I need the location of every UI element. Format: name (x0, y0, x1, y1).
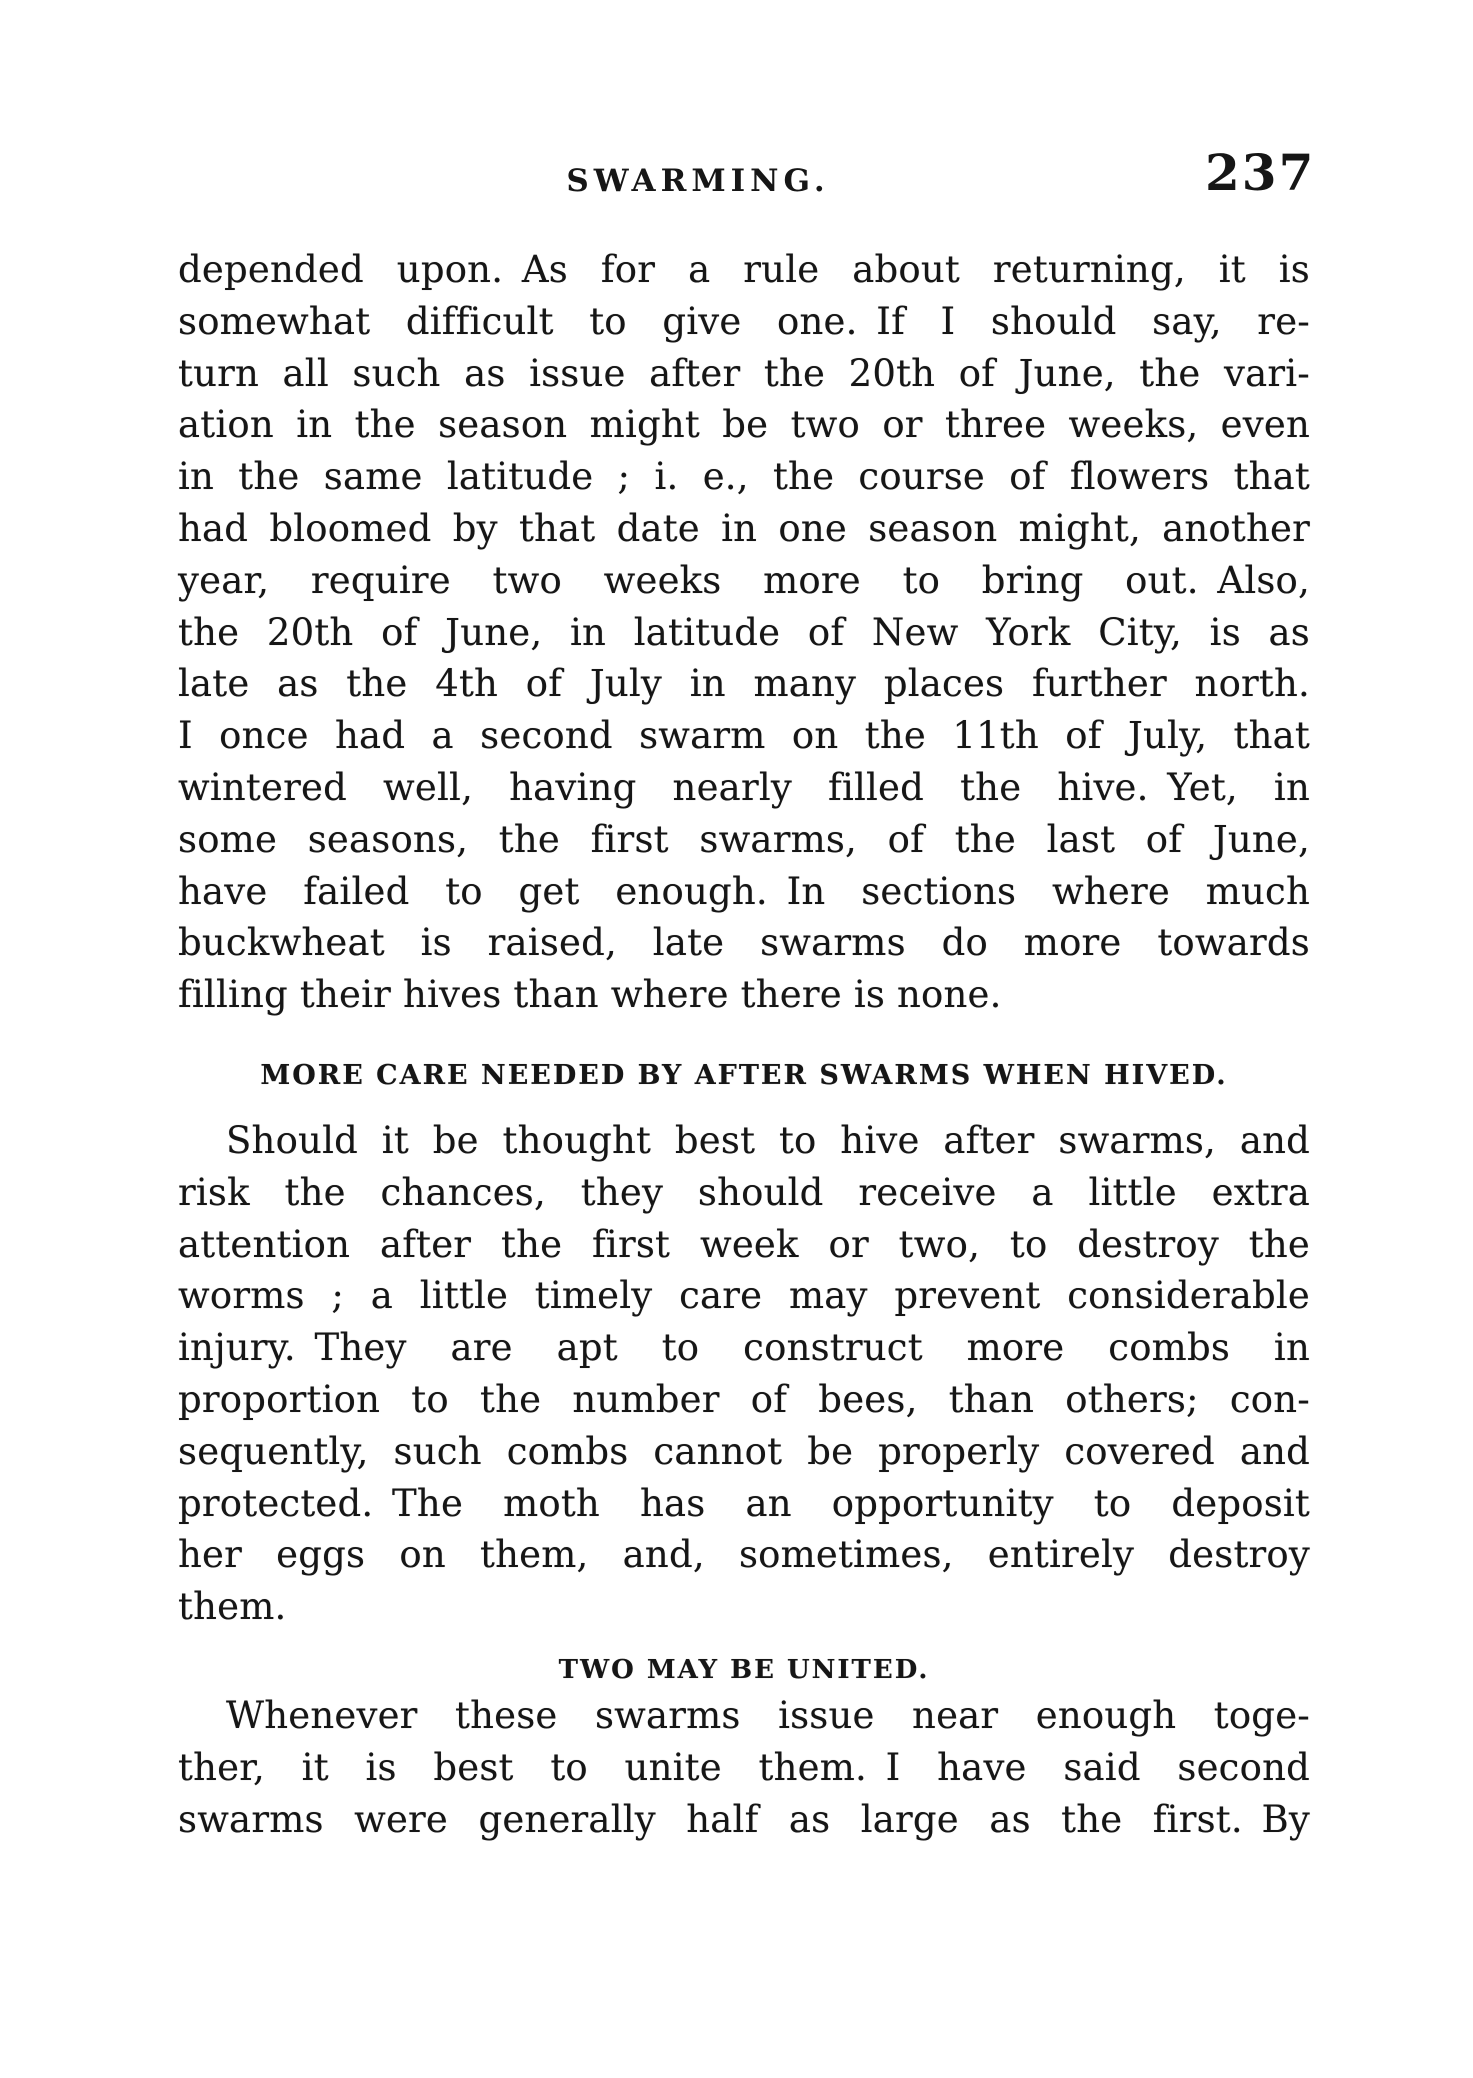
text-line: I once had a second swarm on the 11th of July, that (178, 714, 1310, 758)
text-line: had bloomed by that date in one season might, another (178, 506, 1310, 550)
paragraph-united (178, 1690, 1310, 1845)
running-title: SWARMING. (566, 163, 830, 199)
text-line: depended upon. As for a rule about returning, it is (178, 248, 1310, 291)
text-line: turn all such as issue after the 20th of June, the vari- (178, 351, 1310, 395)
text-line: Should it be thought best to hive after swarms, and (226, 1119, 1310, 1162)
text-line: ther, it is best to unite them. I have said second (178, 1745, 1310, 1789)
text-line: the 20th of June, in latitude of New York City, is as (178, 610, 1310, 654)
paragraph-after-swarms (178, 1115, 1310, 1633)
text-line: wintered well, having nearly filled the hive. Yet, in (178, 765, 1310, 809)
text-line: have failed to get enough. In sections where much (178, 869, 1310, 913)
text-line: year, require two weeks more to bring out. Also, (178, 558, 1310, 602)
text-line: protected. The moth has an opportunity to deposit (178, 1481, 1310, 1525)
text-line: sequently, such combs cannot be properly covered and (178, 1429, 1310, 1473)
section-heading: MORE CARE NEEDED BY AFTER SWARMS WHEN HIVED. (260, 1060, 1228, 1091)
text-line: ation in the season might be two or three weeks, even (178, 403, 1310, 447)
text-line: filling their hives than where there is none. (178, 973, 1002, 1017)
section-heading: TWO MAY BE UNITED. (558, 1655, 930, 1685)
text-line: risk the chances, they should receive a little extra (178, 1170, 1310, 1214)
text-line: attention after the first week or two, to destroy the (178, 1222, 1310, 1266)
text-line: worms ; a little timely care may prevent considerable (178, 1274, 1310, 1318)
text-line: somewhat difficult to give one. If I should say, re- (178, 299, 1310, 343)
text-line: late as the 4th of July in many places further north. (178, 662, 1310, 706)
page-number: 237 (1205, 143, 1316, 202)
text-line: in the same latitude ; i. e., the course of flowers that (178, 455, 1310, 499)
text-line: proportion to the number of bees, than others; con- (178, 1377, 1310, 1421)
text-line: swarms were generally half as large as the first. By (178, 1797, 1310, 1841)
text-line: them. (178, 1585, 287, 1629)
text-line: injury. They are apt to construct more combs in (178, 1326, 1310, 1370)
paragraph-continued (178, 244, 1310, 1021)
text-line: her eggs on them, and, sometimes, entirely destroy (178, 1533, 1310, 1577)
text-line: Whenever these swarms issue near enough toge- (226, 1694, 1310, 1737)
text-line: buckwheat is raised, late swarms do more towards (178, 921, 1310, 965)
text-line: some seasons, the first swarms, of the last of June, (178, 817, 1310, 861)
